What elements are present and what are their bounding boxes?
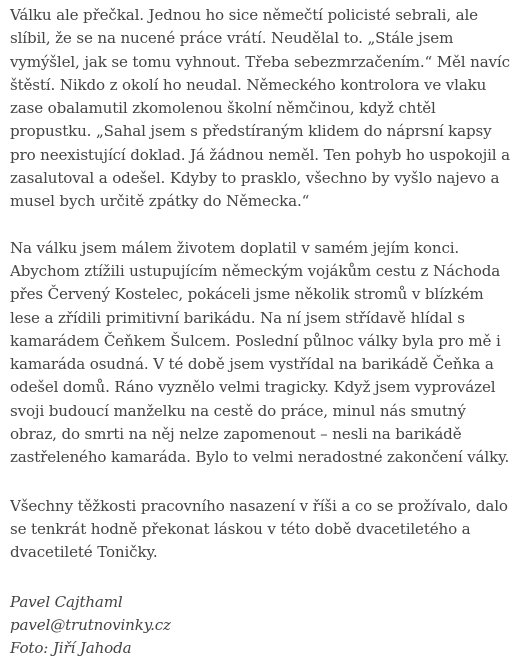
article-byline bbox=[10, 591, 513, 661]
photo-credit: Foto: Jiří Jahoda bbox=[10, 639, 132, 658]
article-body bbox=[10, 4, 513, 660]
author-name: Pavel Cajthaml bbox=[10, 592, 123, 611]
article-paragraph-1: Válku ale přečkal. Jednou ho sice němečtí policisté sebrali, ale slíbil, že se na nucené práce vrátí. Neudělal to. „Stále jsem vymýšlel, jak se tomu vyhnout. Třeba sebezmrzačením.“ Měl navíc štěstí. Nikdo z okolí ho neudal. Německého kontrolora ve vlaku zase obalamutil zkomolenou školní němčinou, když chtěl propustku. „Sahal jsem s předstíraným klidem do náprsní kapsy pro neexistující doklad. Já žádnou neměl. Ten pohyb ho uspokojil a zasalutoval a odešel. Kdyby to prasklo, všechno by vyšlo najevo a musel bych určitě zpátky do Německa.“ bbox=[10, 6, 510, 211]
article-paragraph-2: Na válku jsem málem životem doplatil v samém jejím konci. Abychom ztížili ustupujícím německým vojákům cestu z Náchoda přes Červený Kostelec, pokáceli jsme několik stromů v blízkém lese a zřídili primitivní barikádu. Na ní jsem střídavě hlídal s kamarádem Čeňkem Šulcem. Poslední půlnoc války byla pro mě i kamaráda osudná. V té době jsem vystřídal na barikádě Čeňka a odešel domů. Ráno vyznělo velmi tragicky. Když jsem vyprovázel svoji budoucí manželku na cestě do práce, minul nás smutný obraz, do smrti na něj nelze zapomenout – nesli na barikádě zastřeleného kamaráda. Bylo to velmi neradostné zakončení války. bbox=[10, 238, 510, 467]
article-paragraph-3: Všechny těžkosti pracovního nasazení v říši a co se prožívalo, dalo se tenkrát hodně překonat láskou v této době dvacetiletého a dvacetileté Toničky. bbox=[10, 496, 508, 562]
author-email: pavel@trutnovinky.cz bbox=[10, 615, 171, 634]
